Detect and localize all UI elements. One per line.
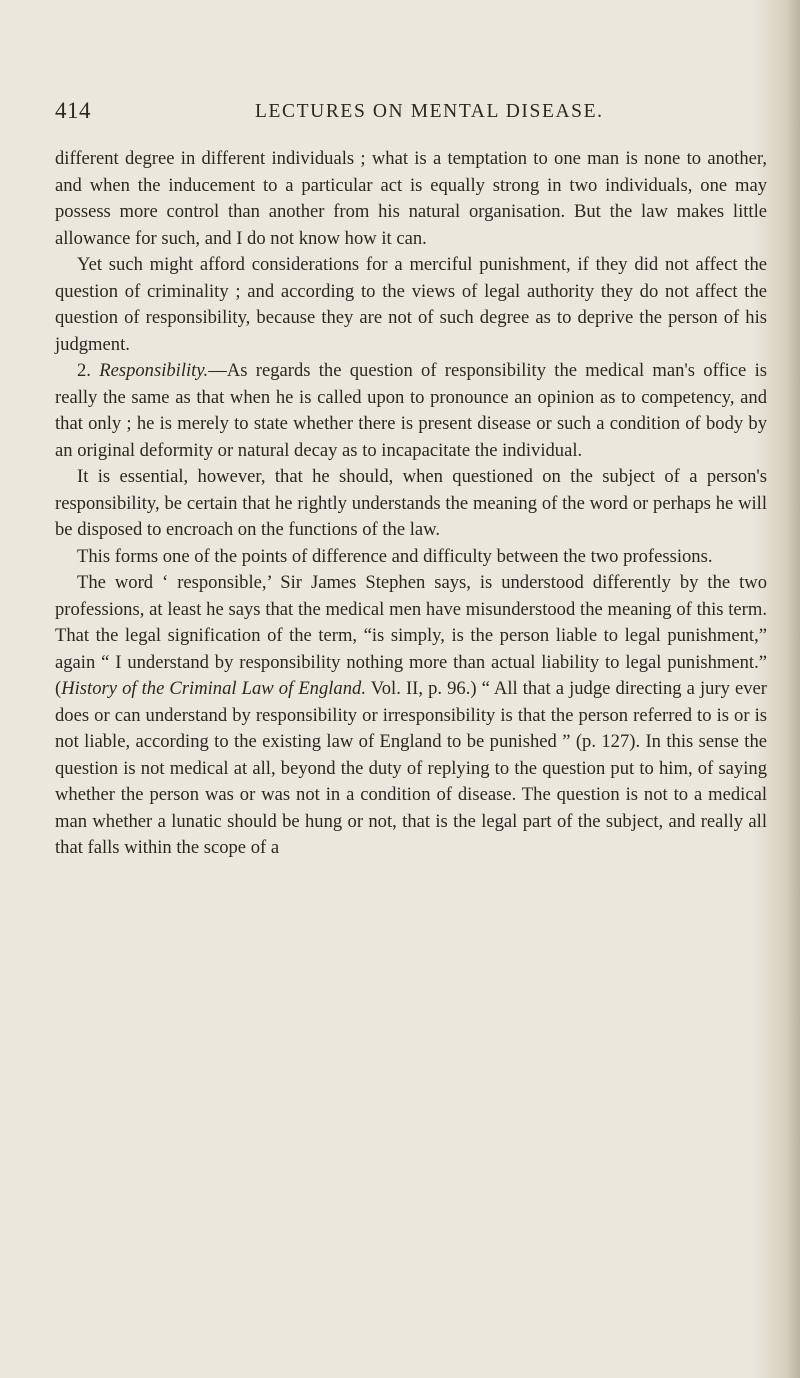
paragraph-text: It is essential, however, that he should, when questioned on the subject of a person's responsibility, be certain that he rightly understands the meaning of the word or perhaps he will be disposed to encroach on the functions of the law. (55, 466, 767, 540)
section-number: 2. (77, 360, 91, 381)
paragraph-text: The word ‘ responsible,’ Sir James Stephen says, is understood differently by the two professions, at least he says that the medical men have misunderstood the meaning of this term. That the legal signification of the term, “is simply, is the person liable to legal punishment,” again “ I understand by responsibility nothing more than actual liability to legal punishment.” ( (55, 572, 767, 699)
body-text (55, 146, 767, 862)
paragraph-text: Yet such might afford considerations for a merciful punishment, if they did not affect the question of criminality ; and according to the views of legal authority they do not affect the question of responsibility, because they are not of such degree as to deprive the person of his judgment. (55, 254, 767, 355)
page-number: 414 (55, 98, 91, 123)
paragraph-text: different degree in different individuals ; what is a temptation to one man is none to another, and when the inducement to a particular act is equally strong in two individuals, one may possess more control than another from his natural organisation. But the law makes little allowance for such, and I do not know how it can. (55, 148, 767, 249)
paragraph-5 (55, 544, 767, 571)
paragraph-text: Vol. II, p. 96.) “ All that a judge directing a jury ever does or can understand by responsibility or irresponsibility is that the person referred to is or is not liable, according to the existing law of England to be punished ” (p. 127). In this sense the question is not medical at all, beyond the duty of replying to the question put to him, of saying whether the person was or was not in a condition of disease. The question is not to a medical man whether a lunatic should be hung or not, that is the legal part of the subject, and really all that falls within the scope of a (55, 678, 767, 858)
paragraph-text: This forms one of the points of difference and difficulty between the two professions. (77, 545, 713, 567)
paragraph-2 (55, 252, 767, 358)
citation-title: History of the Criminal Law of England. (61, 678, 366, 699)
paragraph-text: —As regards the question of responsibility the medical man's office is really the same as that when he is called upon to pronounce an opinion as to competency, and that only ; he is merely to state whether there is present disease or such a condition of body by an original deformity or natural decay as to incapacitate the individual. (55, 360, 767, 461)
paragraph-1 (55, 146, 767, 252)
running-title: LECTURES ON MENTAL DISEASE. (255, 101, 604, 122)
paragraph-3 (55, 358, 767, 464)
page-edge-shadow (786, 0, 800, 1378)
paragraph-4 (55, 464, 767, 544)
section-heading: Responsibility. (99, 360, 209, 381)
paragraph-6 (55, 570, 767, 862)
running-head (0, 98, 800, 128)
